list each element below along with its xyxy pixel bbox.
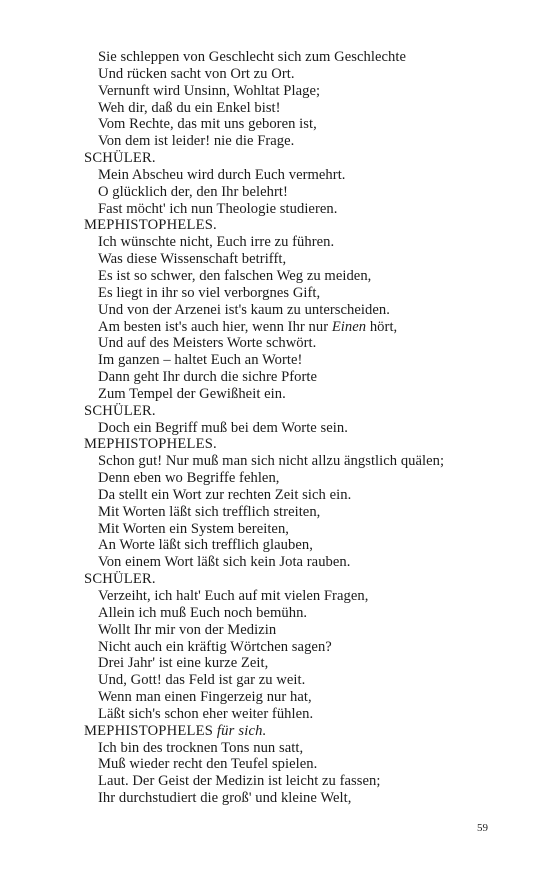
speaker-name [84, 150, 524, 167]
line-text: Allein ich muß Euch noch bemühn. [98, 604, 308, 621]
page-number: 59 [477, 822, 488, 834]
line-text: MEPHISTOPHELES. [84, 436, 217, 453]
line-text: Und auf des Meisters Worte schwört. [98, 335, 317, 352]
line-text: Weh dir, daß du ein Enkel bist! [98, 99, 281, 116]
verse-line [84, 133, 524, 150]
line-text: hört, [366, 318, 398, 335]
verse-line [84, 285, 524, 302]
italic-text: Einen [331, 318, 367, 335]
line-text: Ihr durchstudiert die groß' und kleine Welt, [98, 790, 352, 807]
line-text: Drei Jahr' ist eine kurze Zeit, [98, 655, 269, 672]
line-text: Fast möcht' ich nun Theologie studieren. [98, 200, 338, 217]
verse-line [84, 504, 524, 521]
verse-line [84, 689, 524, 706]
italic-text: für sich. [216, 722, 267, 739]
line-text: Schon gut! Nur muß man sich nicht allzu ängstlich quälen; [98, 453, 445, 470]
line-text: Denn eben wo Begriffe fehlen, [98, 470, 280, 487]
verse-line [84, 100, 524, 117]
speaker-name [84, 217, 524, 234]
verse-line [84, 335, 524, 352]
line-text: Zum Tempel der Gewißheit ein. [98, 385, 286, 402]
line-text: Laut. Der Geist der Medizin ist leicht zu fassen; [98, 773, 381, 790]
verse-line [84, 470, 524, 487]
verse-line [84, 420, 524, 437]
verse-line [84, 521, 524, 538]
speaker-name [84, 403, 524, 420]
verse-line [84, 234, 524, 251]
line-text: Mein Abscheu wird durch Euch vermehrt. [98, 166, 346, 183]
line-text: O glücklich der, den Ihr belehrt! [98, 183, 288, 200]
line-text: Im ganzen – haltet Euch an Worte! [98, 352, 303, 369]
line-text: Nicht auch ein kräftig Wörtchen sagen? [98, 638, 332, 655]
line-text: Es ist so schwer, den falschen Weg zu meiden, [98, 267, 372, 284]
line-text: SCHÜLER. [84, 150, 156, 167]
verse-line [84, 622, 524, 639]
verse-line [84, 386, 524, 403]
line-text: Mit Worten ein System bereiten, [98, 520, 290, 537]
line-text: SCHÜLER. [84, 402, 156, 419]
verse-line [84, 302, 524, 319]
line-text: Dann geht Ihr durch die sichre Pforte [98, 369, 318, 386]
line-text: Und von der Arzenei ist's kaum zu unterscheiden. [98, 301, 390, 318]
verse-line [84, 554, 524, 571]
verse-line [84, 605, 524, 622]
verse-line [84, 201, 524, 218]
speaker-name [84, 723, 524, 740]
line-text: Ich wünschte nicht, Euch irre zu führen. [98, 234, 335, 251]
line-text: Sie schleppen von Geschlecht sich zum Geschlechte [98, 49, 407, 65]
line-text: Wollt Ihr mir von der Medizin [98, 621, 277, 638]
verse-line [84, 672, 524, 689]
verse-line [84, 369, 524, 386]
line-text: Muß wieder recht den Teufel spielen. [98, 756, 318, 773]
verse-line [84, 537, 524, 554]
verse-line [84, 49, 524, 66]
line-text: Vom Rechte, das mit uns geboren ist, [98, 116, 317, 133]
line-text: Vernunft wird Unsinn, Wohltat Plage; [98, 82, 321, 99]
verse-line [84, 773, 524, 790]
line-text: Mit Worten läßt sich trefflich streiten, [98, 503, 321, 520]
verse-line [84, 756, 524, 773]
line-text: Was diese Wissenschaft betrifft, [98, 251, 287, 268]
verse-line [84, 83, 524, 100]
verse-line [84, 319, 524, 336]
line-text: SCHÜLER. [84, 571, 156, 588]
line-text: Verzeiht, ich halt' Euch auf mit vielen Fragen, [98, 588, 369, 604]
verse-line [84, 167, 524, 184]
line-text: Und, Gott! das Feld ist gar zu weit. [98, 672, 306, 689]
line-text: Und rücken sacht von Ort zu Ort. [98, 65, 295, 82]
line-text: MEPHISTOPHELES. [84, 217, 217, 234]
verse-line [84, 268, 524, 285]
line-text: Da stellt ein Wort zur rechten Zeit sich ein. [98, 486, 352, 503]
line-text: An Worte läßt sich trefflich glauben, [98, 537, 313, 554]
verse-line [84, 66, 524, 83]
verse-line [84, 184, 524, 201]
verse-line [84, 588, 524, 605]
line-text: Am besten ist's auch hier, wenn Ihr nur [98, 318, 332, 335]
speaker-name [84, 436, 524, 453]
line-text: Von dem ist leider! nie die Frage. [98, 133, 295, 150]
verse-line [84, 639, 524, 656]
line-text: MEPHISTOPHELES [84, 722, 217, 739]
line-text: Läßt sich's schon eher weiter fühlen. [98, 705, 314, 722]
line-text: Es liegt in ihr so viel verborgnes Gift, [98, 284, 321, 301]
line-text: Von einem Wort läßt sich kein Jota rauben. [98, 554, 351, 571]
speaker-name [84, 571, 524, 588]
verse-line [84, 790, 524, 807]
verse-line [84, 251, 524, 268]
verse-line [84, 655, 524, 672]
verse-line [84, 116, 524, 133]
line-text: Doch ein Begriff muß bei dem Worte sein. [98, 419, 348, 436]
verse-line [84, 352, 524, 369]
verse-line [84, 487, 524, 504]
line-text: Wenn man einen Fingerzeig nur hat, [98, 689, 312, 706]
verse-line [84, 740, 524, 757]
verse-line [84, 706, 524, 723]
verse-text-block [84, 49, 524, 807]
verse-line [84, 453, 524, 470]
line-text: Ich bin des trocknen Tons nun satt, [98, 739, 304, 756]
